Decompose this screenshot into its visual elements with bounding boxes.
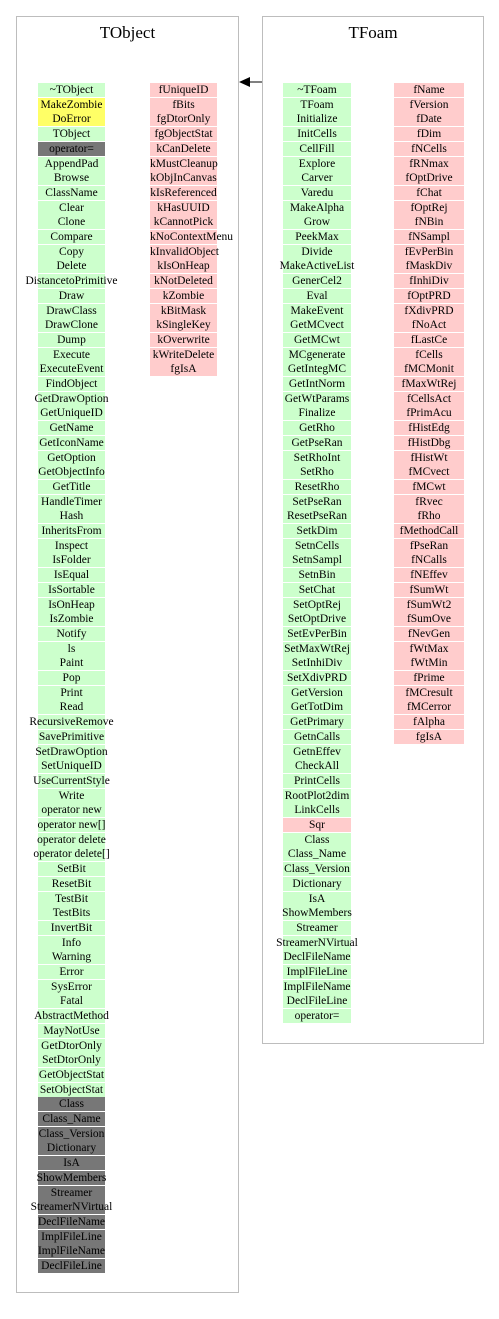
method-item: DeclFileLine: [286, 995, 348, 1008]
tfoam-title: TFoam: [348, 23, 398, 42]
member-item: fWtMin: [394, 656, 464, 670]
method-item: TObject: [52, 128, 91, 141]
method-item: ~TFoam: [297, 84, 337, 96]
member-item: fXdivPRD: [394, 304, 464, 318]
method-item: SetOptDrive: [287, 613, 347, 626]
member-item: kZombie: [150, 289, 217, 303]
method-item: Draw: [58, 289, 85, 302]
method-item: MayNotUse: [43, 1024, 100, 1037]
method-item: TFoam: [300, 98, 334, 111]
method-item: UseCurrentStyle: [33, 774, 110, 787]
member-item: fgDtorOnly: [150, 112, 217, 126]
method-item: SetnCells: [294, 539, 340, 552]
method-item: Browse: [53, 172, 90, 185]
method-item: IsSortable: [48, 583, 95, 596]
method-item: LinkCells: [294, 804, 340, 817]
method-item: MakeEvent: [290, 304, 344, 317]
method-item: DeclFileName: [37, 1215, 106, 1228]
method-item: Clear: [59, 201, 84, 214]
method-item: operator=: [49, 142, 94, 155]
method-item: GetTotDim: [290, 701, 344, 714]
method-item: StreamerNVirtual: [30, 1201, 113, 1214]
method-item: MakeAlpha: [289, 201, 345, 214]
method-item: Carver: [301, 172, 333, 185]
method-item: Execute: [52, 348, 91, 361]
method-item: CheckAll: [294, 760, 340, 773]
member-item: fCells: [394, 348, 464, 362]
method-item: DistancetoPrimitive: [25, 275, 118, 288]
method-item: Sqr: [309, 819, 325, 831]
method-item: GetName: [49, 422, 94, 435]
method-item: ImplFileName: [37, 1245, 106, 1258]
method-item: IsA: [63, 1157, 80, 1170]
method-item: ResetRho: [294, 480, 340, 493]
member-item: fNevGen: [394, 627, 464, 641]
method-item: SetDrawOption: [35, 745, 108, 758]
method-item: SetMaxWtRej: [284, 642, 350, 655]
method-item: Class_Name: [42, 1113, 101, 1125]
method-item: GetUniqueID: [40, 407, 103, 420]
method-item: GetIconName: [39, 436, 104, 449]
method-item: Divide: [301, 245, 333, 258]
method-item: SetXdivPRD: [286, 672, 348, 684]
member-item: fMCerror: [394, 700, 464, 714]
member-item: fWtMax: [394, 642, 464, 656]
member-item: fMCresult: [394, 686, 464, 700]
member-item: fEvPerBin: [394, 245, 464, 259]
method-item: IsFolder: [52, 554, 91, 567]
method-item: Paint: [59, 657, 84, 670]
member-item: fOptPRD: [394, 289, 464, 303]
method-item: SetOptRej: [293, 598, 341, 611]
method-item: MakeZombie: [40, 98, 103, 111]
member-item: fRNmax: [394, 157, 464, 171]
member-item: fNCalls: [394, 553, 464, 567]
member-item: fPseRan: [394, 539, 464, 553]
method-item: Varedu: [300, 186, 334, 199]
method-item: StreamerNVirtual: [276, 936, 358, 949]
method-item: GetWtParams: [284, 392, 350, 405]
method-item: GetIntNorm: [288, 378, 346, 390]
method-item: Class_Version: [38, 1127, 105, 1140]
method-item: operator new: [41, 804, 102, 817]
method-item: GetnCalls: [294, 730, 340, 743]
method-item: PeekMax: [295, 231, 339, 243]
method-item: ~TObject: [49, 84, 94, 96]
method-item: Warning: [51, 951, 92, 964]
method-item: ImplFileName: [283, 980, 351, 993]
method-item: ImplFileLine: [286, 966, 348, 978]
member-item: fSumWt: [394, 583, 464, 597]
method-item: DoError: [52, 113, 91, 126]
member-item: fBits: [150, 98, 217, 112]
method-item: GetObjectStat: [38, 1068, 105, 1081]
method-item: Delete: [56, 260, 87, 273]
member-item: kBitMask: [150, 304, 217, 318]
method-item: SetkDim: [296, 525, 338, 537]
member-item: fHistWt: [394, 451, 464, 465]
member-item: kSingleKey: [150, 318, 217, 332]
member-item: fRvec: [394, 495, 464, 509]
method-item: Class: [304, 833, 330, 846]
method-item: GetPseRan: [291, 436, 343, 449]
method-item: SetUniqueID: [41, 760, 102, 773]
member-item: fNCells: [394, 142, 464, 156]
method-item: SysError: [51, 980, 92, 993]
method-item: Dictionary: [292, 877, 342, 890]
member-item: fInhiDiv: [394, 274, 464, 288]
method-item: SetPseRan: [292, 495, 342, 508]
method-item: Copy: [59, 245, 84, 258]
method-item: GetPrimary: [290, 716, 344, 729]
member-item: fMaxWtRej: [394, 377, 464, 391]
member-item: fNBin: [394, 215, 464, 229]
method-item: SetRho: [300, 466, 334, 479]
method-item: GetMCwt: [294, 333, 340, 346]
member-item: fMCwt: [394, 480, 464, 494]
method-item: GetnEffev: [293, 745, 341, 758]
member-item: fRho: [394, 509, 464, 523]
method-item: SetEvPerBin: [287, 627, 347, 640]
member-item: fMaskDiv: [394, 259, 464, 273]
method-item: Class_Version: [284, 863, 350, 876]
member-item: fName: [394, 83, 464, 97]
member-item: fgObjectStat: [150, 127, 217, 141]
method-item: GetDrawOption: [34, 392, 109, 405]
method-item: IsZombie: [49, 613, 94, 626]
method-item: IsA: [308, 892, 326, 905]
method-item: SetBit: [57, 863, 86, 876]
method-item: DeclFileName: [283, 951, 351, 964]
member-item: fMCvect: [394, 465, 464, 479]
member-item: fMethodCall: [394, 524, 464, 538]
member-item: fHistDbg: [394, 436, 464, 450]
method-item: HandleTimer: [41, 495, 102, 508]
member-item: fNSampl: [394, 230, 464, 244]
member-item: kInvalidObject: [150, 245, 219, 258]
method-item: SetRhoInt: [293, 451, 341, 464]
member-item: kIsOnHeap: [150, 259, 217, 273]
method-item: ClassName: [45, 186, 98, 199]
method-item: TestBits: [52, 907, 91, 920]
member-item: kMustCleanup: [150, 157, 218, 170]
method-item: Dump: [57, 333, 86, 346]
method-item: Class_Name: [287, 848, 347, 861]
member-item: fNEffev: [394, 568, 464, 582]
method-item: operator new[]: [37, 819, 106, 831]
method-item: GetOption: [47, 451, 96, 464]
method-item: InvertBit: [50, 921, 93, 934]
method-item: DeclFileLine: [41, 1260, 102, 1272]
method-item: Error: [59, 966, 84, 978]
member-item: fSumWt2: [394, 598, 464, 612]
method-item: InitCells: [297, 128, 337, 141]
member-item: kHasUUID: [150, 201, 217, 215]
method-item: Dictionary: [46, 1142, 97, 1155]
tobject-title: TObject: [99, 23, 156, 42]
method-item: GetObjectInfo: [38, 466, 105, 479]
method-item: Pop: [62, 672, 81, 684]
method-item: Read: [59, 701, 84, 714]
member-item: kCannotPick: [150, 215, 217, 229]
method-item: Print: [60, 686, 83, 699]
method-item: Streamer: [296, 921, 338, 934]
method-item: Initialize: [296, 113, 338, 126]
method-item: GetDtorOnly: [41, 1039, 102, 1052]
member-item: kIsReferenced: [150, 186, 217, 199]
method-item: Streamer: [50, 1186, 93, 1199]
method-item: Class: [59, 1098, 84, 1111]
method-item: CellFill: [299, 142, 335, 155]
method-item: IsEqual: [53, 569, 90, 582]
method-item: GetVersion: [291, 686, 343, 699]
method-item: MCgenerate: [288, 348, 346, 361]
method-item: ResetBit: [51, 877, 92, 890]
method-item: Hash: [59, 510, 84, 523]
method-item: operator delete[]: [33, 848, 110, 861]
method-item: SetChat: [298, 583, 336, 596]
method-item: Clone: [57, 216, 86, 229]
method-item: SetnBin: [298, 569, 336, 582]
method-item: IsOnHeap: [48, 598, 95, 611]
method-item: Fatal: [60, 995, 83, 1008]
method-item: RootPlot2dim: [284, 789, 350, 802]
member-item: kWriteDelete: [150, 348, 217, 362]
method-item: GetIntegMC: [287, 363, 347, 376]
member-item: fHistEdg: [394, 421, 464, 435]
member-item: kNotDeleted: [150, 274, 217, 288]
method-item: PrintCells: [293, 774, 340, 787]
member-item: kOverwrite: [150, 333, 217, 347]
member-item: fPrimAcu: [394, 406, 464, 420]
method-item: SetInhiDiv: [291, 657, 343, 670]
method-item: Grow: [303, 216, 331, 229]
method-item: ImplFileLine: [41, 1230, 102, 1243]
member-item: fVersion: [394, 98, 464, 112]
method-item: Info: [61, 936, 82, 949]
method-item: Notify: [56, 627, 87, 640]
method-item: DrawClass: [46, 304, 97, 317]
method-item: GetTitle: [52, 480, 91, 493]
method-item: Explore: [298, 157, 336, 170]
member-item: fLastCe: [394, 333, 464, 347]
method-item: ShowMembers: [36, 1171, 107, 1184]
method-item: RecursiveRemove: [29, 716, 114, 729]
inheritance-arrow: [236, 74, 286, 90]
method-item: Compare: [50, 231, 93, 243]
member-item: fDim: [394, 127, 464, 141]
member-item: fPrime: [394, 671, 464, 685]
member-item: fMCMonit: [394, 362, 464, 376]
member-item: fOptRej: [394, 201, 464, 215]
method-item: InheritsFrom: [41, 525, 102, 537]
method-item: DrawClone: [44, 319, 98, 332]
member-item: fAlpha: [394, 715, 464, 729]
method-item: TestBit: [54, 892, 89, 905]
member-item: fgIsA: [394, 730, 464, 744]
method-item: Write: [58, 789, 85, 802]
method-item: FindObject: [45, 378, 98, 390]
member-item: fChat: [394, 186, 464, 200]
method-item: AbstractMethod: [34, 1010, 109, 1023]
method-item: GenerCel2: [292, 275, 342, 288]
member-item: kNoContextMenu: [150, 231, 234, 243]
member-item: fSumOve: [394, 612, 464, 626]
method-item: operator=: [294, 1010, 340, 1023]
member-item: fOptDrive: [394, 171, 464, 185]
method-item: GetMCvect: [290, 319, 344, 332]
method-item: AppendPad: [44, 157, 99, 170]
member-item: kObjInCanvas: [150, 172, 217, 185]
method-item: ls: [67, 642, 76, 655]
method-item: SetnSampl: [292, 554, 342, 567]
member-item: fUniqueID: [150, 83, 217, 97]
method-item: Inspect: [54, 539, 89, 552]
method-item: Finalize: [298, 407, 336, 420]
member-item: fNoAct: [394, 318, 464, 332]
method-item: ShowMembers: [282, 907, 352, 920]
method-item: MakeActiveList: [279, 260, 355, 273]
method-item: SetDtorOnly: [42, 1054, 101, 1067]
member-item: fgIsA: [150, 362, 217, 376]
method-item: ExecuteEvent: [39, 363, 104, 376]
member-item: fCellsAct: [394, 392, 464, 406]
method-item: operator delete: [37, 833, 106, 846]
method-item: ResetPseRan: [286, 510, 348, 523]
method-item: SavePrimitive: [38, 730, 105, 743]
method-item: Eval: [306, 289, 328, 302]
method-item: GetRho: [299, 422, 335, 435]
method-item: SetObjectStat: [39, 1083, 104, 1096]
member-item: kCanDelete: [150, 142, 217, 156]
member-item: fDate: [394, 112, 464, 126]
